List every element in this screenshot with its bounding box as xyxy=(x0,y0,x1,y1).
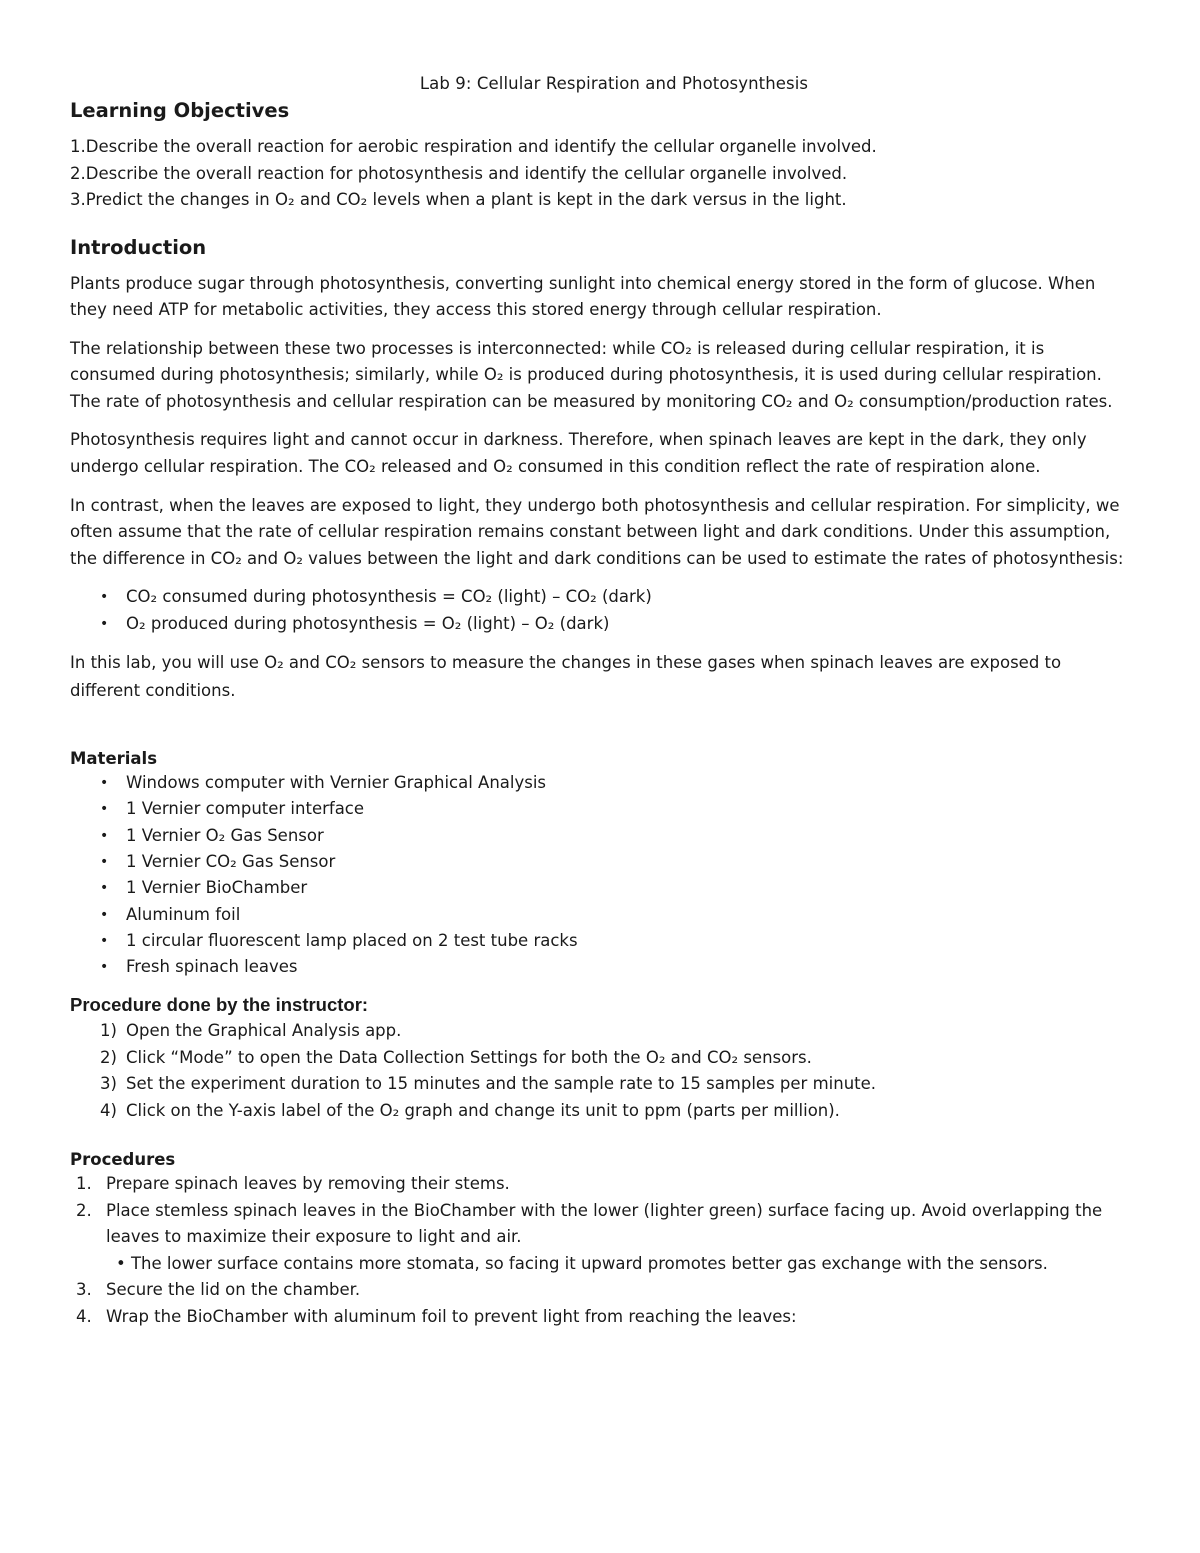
procedure-step: 3. Secure the lid on the chamber. xyxy=(76,1280,361,1300)
material-item: • 1 Vernier CO₂ Gas Sensor xyxy=(70,849,1128,875)
procedure-step: 4. Wrap the BioChamber with aluminum foil to prevent light from reaching the leaves: xyxy=(76,1306,797,1326)
intro-paragraph: The relationship between these two processes is interconnected: while CO₂ is released during cellular respiration, it is consumed during photosynthesis; similarly, while O₂ is produced during photosynthesis, it is used during cellular respiration. The rate of photosynthesis and cellular respiration can be measured by monitoring CO₂ and O₂ consumption/production rates. xyxy=(70,338,1113,411)
material-item: • 1 Vernier BioChamber xyxy=(70,875,1128,901)
material-item: • 1 Vernier computer interface xyxy=(70,796,1128,822)
intro-paragraph: Photosynthesis requires light and cannot occur in darkness. Therefore, when spinach leaves are kept in the dark, they only undergo cellular respiration. The CO₂ released and O₂ consumed in this condition reflect the rate of respiration alone. xyxy=(70,430,1087,477)
instructor-step: 4) Click on the Y-axis label of the O₂ graph and change its unit to ppm (parts per million). xyxy=(100,1100,840,1120)
material-item: • Windows computer with Vernier Graphical Analysis xyxy=(70,770,1128,796)
material-item: • Fresh spinach leaves xyxy=(70,954,1128,980)
instructor-procedure-heading: Procedure done by the instructor: xyxy=(70,994,369,1016)
intro-closing: In this lab, you will use O₂ and CO₂ sensors to measure the changes in these gases when spinach leaves are exposed to different conditions. xyxy=(70,653,1062,701)
objective-item: 3.Predict the changes in O₂ and CO₂ levels when a plant is kept in the dark versus in the light. xyxy=(70,190,847,209)
procedures-heading: Procedures xyxy=(70,1150,176,1170)
instructor-procedure-list xyxy=(70,1018,1128,1124)
material-item: • Aluminum foil xyxy=(70,902,1128,928)
procedure-step: 2. Place stemless spinach leaves in the BioChamber with the lower (lighter green) surface facing up. Avoid overlapping the leaves to maximize their exposure to light and air. • The lower surface contains more stomata, so facing it upward promotes better gas exchange with the sensors. xyxy=(70,1198,1128,1278)
procedure-note: • The lower surface contains more stomata, so facing it upward promotes better gas exchange with the sensors. xyxy=(116,1253,1048,1273)
procedures-list xyxy=(70,1171,1128,1330)
page-title: Lab 9: Cellular Respiration and Photosynthesis xyxy=(419,74,809,93)
introduction-heading: Introduction xyxy=(70,235,207,259)
materials-list xyxy=(70,770,1128,980)
procedure-step: 1. Prepare spinach leaves by removing their stems. xyxy=(76,1174,510,1194)
instructor-step: 1) Open the Graphical Analysis app. xyxy=(100,1021,402,1041)
materials-heading: Materials xyxy=(70,749,158,769)
formula-item: • CO₂ consumed during photosynthesis = CO₂ (light) – CO₂ (dark) xyxy=(70,584,1128,610)
formula-list xyxy=(70,584,1128,637)
learning-objectives-list xyxy=(70,134,1128,214)
instructor-step: 2) Click “Mode” to open the Data Collection Settings for both the O₂ and CO₂ sensors. xyxy=(100,1047,812,1067)
material-item: • 1 circular fluorescent lamp placed on 2 test tube racks xyxy=(70,928,1128,954)
objective-item: 1.Describe the overall reaction for aerobic respiration and identify the cellular organelle involved. xyxy=(70,137,877,156)
objective-item: 2.Describe the overall reaction for photosynthesis and identify the cellular organelle involved. xyxy=(70,163,848,183)
instructor-step: 3) Set the experiment duration to 15 minutes and the sample rate to 15 samples per minute. xyxy=(100,1074,877,1094)
intro-paragraph: In contrast, when the leaves are exposed to light, they undergo both photosynthesis and cellular respiration. For simplicity, we often assume that the rate of cellular respiration remains constant between light and dark conditions. Under this assumption, the difference in CO₂ and O₂ values between the light and dark conditions can be used to estimate the rates of photosynthesis: xyxy=(70,495,1124,568)
formula-item: • O₂ produced during photosynthesis = O₂ (light) – O₂ (dark) xyxy=(70,611,1128,637)
learning-objectives-heading: Learning Objectives xyxy=(70,99,290,122)
intro-paragraph: Plants produce sugar through photosynthesis, converting sunlight into chemical energy stored in the form of glucose. When they need ATP for metabolic activities, they access this stored energy through cellular respiration. xyxy=(70,273,1096,320)
material-item: • 1 Vernier O₂ Gas Sensor xyxy=(70,823,1128,849)
